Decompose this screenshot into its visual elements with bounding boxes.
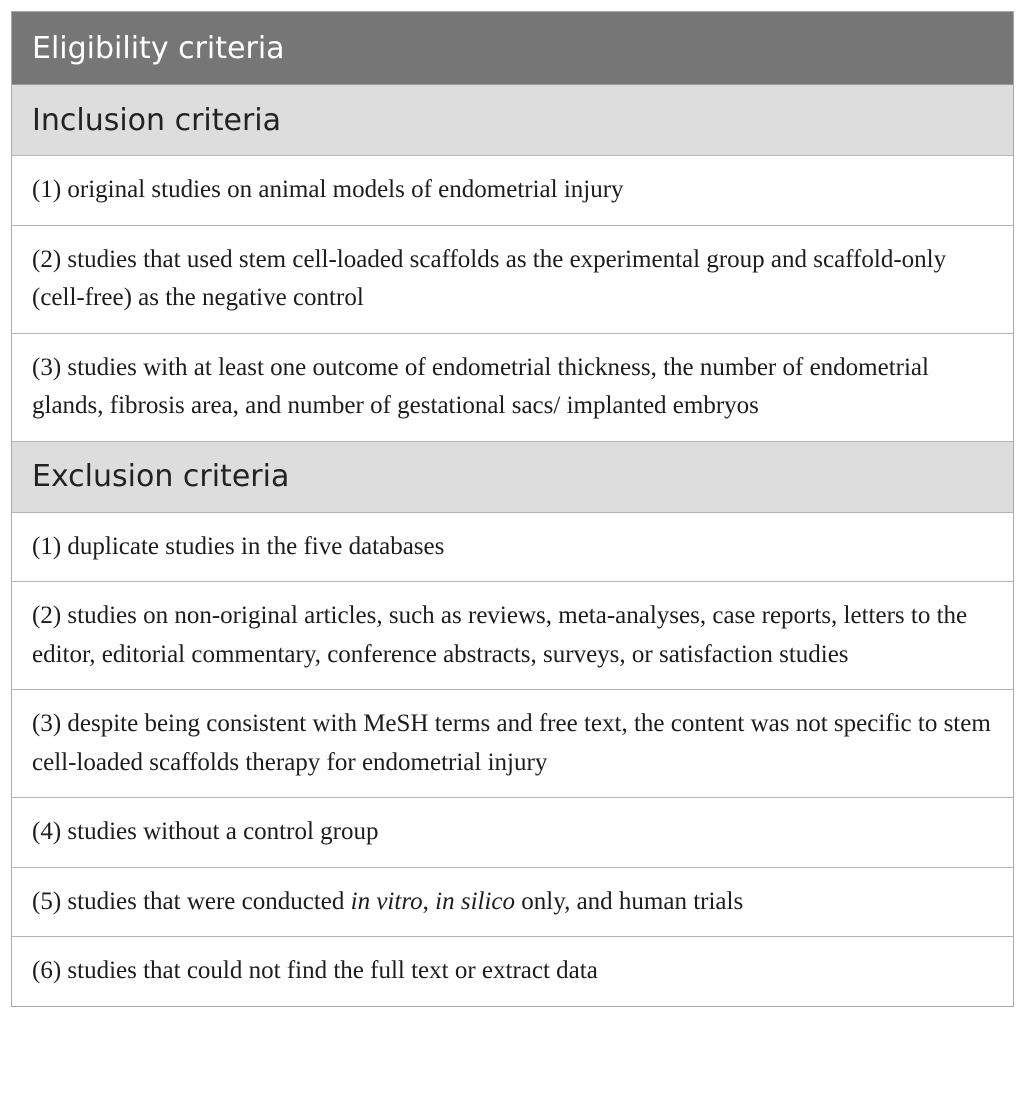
criterion-text-part: , (422, 887, 436, 915)
criterion-text: (1) original studies on animal models of endometrial injury (32, 176, 624, 203)
exclusion-criterion-4 (12, 798, 1013, 868)
inclusion-criterion-3 (12, 334, 1013, 442)
eligibility-criteria-table (11, 11, 1014, 1007)
exclusion-criterion-5 (12, 868, 1013, 938)
criterion-text-italic-in-vitro: in vitro (350, 887, 423, 915)
exclusion-criteria-heading: Exclusion criteria (32, 459, 290, 494)
inclusion-criteria-heading: Inclusion criteria (32, 102, 282, 138)
inclusion-criterion-1 (12, 156, 1013, 226)
criterion-text: (2) studies on non-original articles, such as reviews, meta-analyses, case reports, letters to the editor, editorial commentary, conference abstracts, surveys, or satisfaction studies (32, 602, 968, 668)
criterion-text: (4) studies without a control group (32, 818, 379, 845)
criterion-text: (1) duplicate studies in the five databases (32, 532, 445, 560)
table-title (12, 12, 1013, 85)
criterion-text (32, 883, 743, 922)
criterion-text-part: (5) studies that were conducted (32, 887, 351, 915)
exclusion-criterion-1 (12, 513, 1013, 583)
criterion-text-italic-in-silico: in silico (435, 887, 515, 915)
exclusion-criterion-3 (12, 690, 1013, 798)
criterion-text: (3) studies with at least one outcome of endometrial thickness, the number of endometrial glands, fibrosis area, and number of gestational sacs/ implanted embryos (32, 353, 929, 419)
criterion-text: (6) studies that could not find the full text or extract data (32, 957, 598, 984)
criterion-text: (3) despite being consistent with MeSH terms and free text, the content was not specific to stem cell-loaded scaffolds therapy for endometrial injury (32, 710, 991, 776)
exclusion-criterion-6 (12, 937, 1013, 1006)
inclusion-criteria-header (12, 85, 1013, 156)
exclusion-criterion-2 (12, 582, 1013, 690)
exclusion-criteria-header (12, 442, 1013, 513)
criterion-text-part: only, and human trials (515, 887, 744, 915)
criterion-text: (2) studies that used stem cell-loaded scaffolds as the experimental group and scaffold-only (cell-free) as the negative control (32, 245, 947, 311)
table-title-text: Eligibility criteria (32, 30, 285, 66)
inclusion-criterion-2 (12, 226, 1013, 334)
